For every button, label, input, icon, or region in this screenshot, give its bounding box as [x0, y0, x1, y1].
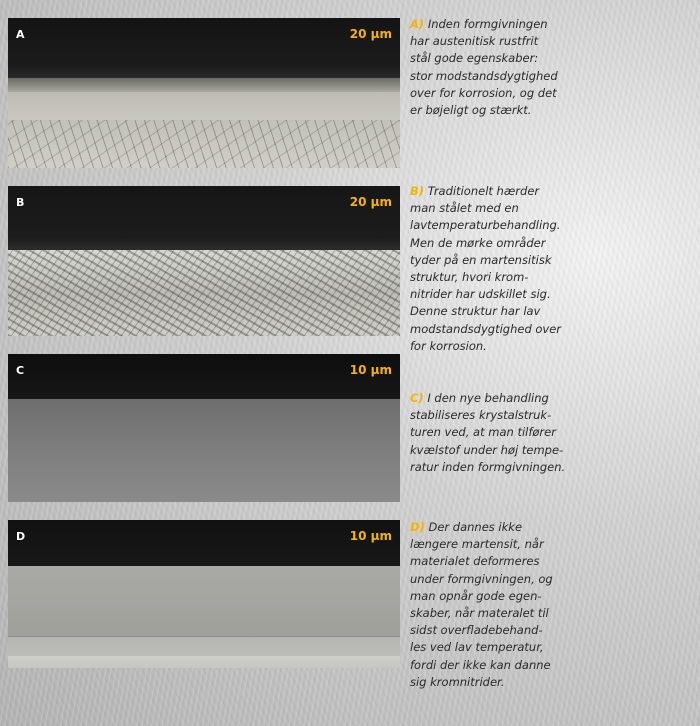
caption-label: D)	[410, 520, 425, 534]
caption-line: Men de mørke områder	[410, 235, 546, 250]
caption-line	[410, 183, 590, 200]
panel-letter: D	[16, 530, 26, 543]
caption-line: ratur inden formgivningen.	[410, 459, 566, 474]
caption-line: nitrider har udskillet sig.	[410, 287, 551, 302]
caption-text: Der dannes ikke	[428, 520, 523, 534]
micrograph-a-surface-layer	[8, 78, 400, 92]
micrograph-d-base-metal	[8, 656, 400, 668]
caption-label: B)	[410, 184, 425, 198]
panel-letter: C	[16, 364, 25, 377]
caption-a	[410, 16, 590, 119]
caption-line: over for korrosion, og det	[410, 85, 557, 100]
caption-line: modstandsdygtighed over	[410, 321, 562, 336]
caption-line: fordi der ikke kan danne	[410, 657, 551, 672]
micrograph-b	[8, 186, 400, 336]
caption-line	[410, 16, 590, 33]
caption-line: man opnår gode egen-	[410, 588, 542, 603]
micrograph-d-middle-layer	[8, 636, 400, 657]
scale-bar-label: 10 µm	[349, 363, 392, 377]
caption-b	[410, 183, 590, 355]
caption-line: materialet deformeres	[410, 554, 540, 569]
scale-bar-label: 20 µm	[349, 195, 392, 209]
micrograph-d	[8, 520, 400, 668]
caption-line: les ved lav temperatur,	[410, 640, 544, 655]
caption-line: lavtemperaturbehandling.	[410, 218, 561, 233]
micrograph-a	[8, 18, 400, 168]
micrograph-c	[8, 354, 400, 502]
caption-line: har austenitisk rustfrit	[410, 34, 539, 49]
panel-letter: B	[16, 196, 25, 209]
caption-line: tyder på en martensitisk	[410, 252, 552, 267]
caption-line: er bøjeligt og stærkt.	[410, 103, 532, 118]
micrograph-c-dark-region	[8, 354, 400, 399]
scale-bar-label: 10 µm	[349, 529, 392, 543]
caption-line	[410, 390, 590, 407]
caption-line: turen ved, at man tilfører	[410, 425, 556, 440]
caption-line: sidst overfladebehand-	[410, 623, 543, 638]
micrograph-a-dark-region	[8, 18, 400, 78]
caption-label: A)	[410, 17, 425, 31]
caption-line: struktur, hvori krom-	[410, 270, 529, 285]
caption-text: Inden formgivningen	[427, 17, 548, 31]
caption-line: Denne struktur har lav	[410, 304, 541, 319]
caption-line: kvælstof under høj tempe-	[410, 442, 564, 457]
caption-d	[410, 519, 590, 691]
caption-line: skaber, når materalet til	[410, 606, 549, 621]
caption-line: stål gode egenskaber:	[410, 51, 539, 66]
caption-line: sig kromnitrider.	[410, 674, 505, 689]
caption-line: stabiliseres krystalstruk-	[410, 408, 552, 423]
caption-line: man stålet med en	[410, 201, 519, 216]
panel-letter: A	[16, 28, 25, 41]
micrograph-a-coating-layer	[8, 92, 400, 120]
caption-text: I den nye behandling	[427, 391, 549, 405]
micrograph-c-stabilized-layer	[8, 399, 400, 502]
caption-text: Traditionelt hærder	[427, 184, 540, 198]
caption-line: for korrosion.	[410, 338, 487, 353]
caption-label: C)	[410, 391, 424, 405]
micrograph-b-dark-region	[8, 186, 400, 250]
micrograph-b-martensitic-structure	[8, 250, 400, 336]
micrograph-d-upper-layer	[8, 566, 400, 636]
caption-line: under formgivningen, og	[410, 571, 553, 586]
scale-bar-label: 20 µm	[349, 27, 392, 41]
caption-line	[410, 519, 590, 536]
caption-c	[410, 390, 590, 476]
caption-line: længere martensit, når	[410, 537, 544, 552]
micrograph-d-dark-region	[8, 520, 400, 566]
caption-line: stor modstandsdygtighed	[410, 68, 558, 83]
micrograph-a-base-metal	[8, 120, 400, 168]
